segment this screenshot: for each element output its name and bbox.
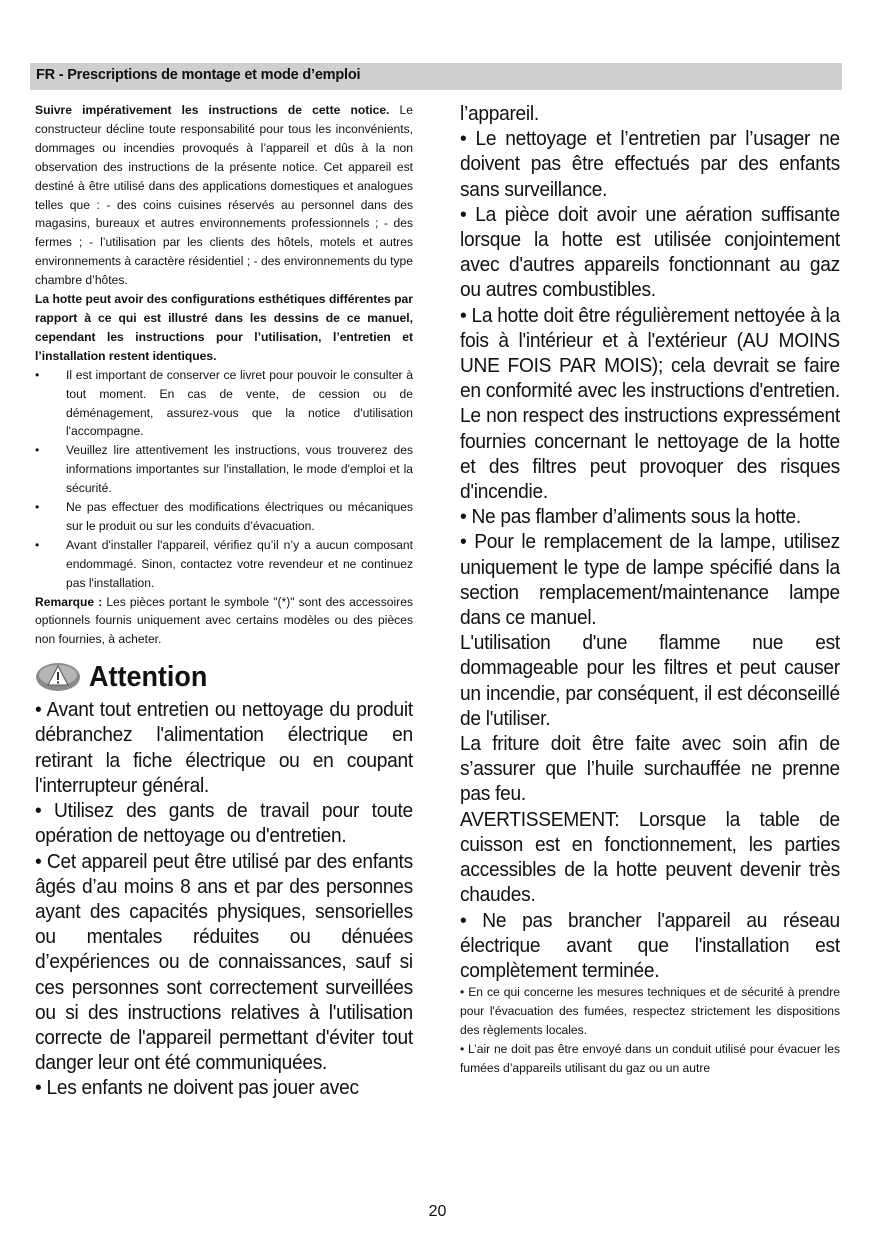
safety-block [460, 101, 840, 983]
intro-paragraph [35, 101, 413, 290]
safety-paragraph: • Ne pas flamber d’aliments sous la hotte. [460, 505, 801, 529]
safety-paragraph: • La hotte doit être régulièrement nettoyée à la fois à l'intérieur et à l'extérieur (AU MOINS UNE FOIS PAR MOIS); cela devrait se faire en conformité avec les instructions d'entretien. Le non respect des instructions expressément fournies concernant le nettoyage de la hotte et des filtres peut provoquer des risques d'incendie. [460, 303, 840, 504]
page-number: 20 [428, 1203, 447, 1220]
safety-paragraph: L'utilisation d'une flamme nue est dommageable pour les filtres et peut causer un incendie, par conséquent, il est déconseillé de l'utiliser. [460, 631, 840, 730]
remark-paragraph: Remarque : Les pièces portant le symbole "(*)" sont des accessoires optionnels fournis uniquement avec certains modèles ou des pièces non fournies, à acheter. [35, 594, 413, 647]
safety-paragraph: l’appareil. [460, 102, 539, 125]
list-item: • Veuillez lire attentivement les instructions, vous trouverez des informations importantes sur l'installation, le mode d'emploi et la sécurité. [35, 443, 413, 496]
evacuation-paragraph: • L’air ne doit pas être envoyé dans un conduit utilisé pour évacuer les fumées d’appareils utilisant du gaz ou un autre [460, 1041, 840, 1075]
attention-title: Attention [89, 660, 208, 693]
right-column [460, 101, 840, 1078]
list-item: • Ne pas effectuer des modifications électriques ou mécaniques sur le produit ou sur les conduits d’évacuation. [35, 500, 413, 533]
intro-text: Le constructeur décline toute responsabilité pour tous les inconvénients, dommages ou incendies provoqués à l’appareil et dûs à la non observation des instructions de la présente notice. Cet appareil est destiné à être utilisé dans des applications domestiques et analogues telles que : - des coins cuisines réservés au personnel dans des magasins, bureaux et autres environnements professionnels ; - des fermes ; - l’utilisation par les clients des hôtels, motels et autres environnements à caractère résidentiel ; - des environnements du type chambre d’hôtes. [35, 103, 413, 288]
section-header [30, 63, 842, 90]
safety-paragraph: • La pièce doit avoir une aération suffisante lorsque la hotte est utilisée conjointement avec d'autres appareils fonctionnant au gaz ou autres combustibles. [460, 202, 840, 302]
config-paragraph: La hotte peut avoir des configurations esthétiques différentes par rapport à ce qui est illustré dans les dessins de ce manuel, cependant les instructions pour l’utilisation, l’entretien et l’installation restent identiques. [35, 292, 413, 363]
left-column [35, 101, 413, 1101]
evacuation-paragraph: • En ce qui concerne les mesures techniques et de sécurité à prendre pour l'évacuation des fumées, respectez strictement les dispositions des règlements locales. [460, 985, 840, 1037]
intro-block [35, 101, 413, 649]
section-title: FR - Prescriptions de montage et mode d’emploi [36, 67, 361, 83]
safety-paragraph: AVERTISSEMENT: Lorsque la table de cuisson est en fonctionnement, les parties accessibles de la hotte peuvent devenir très chaudes. [460, 807, 840, 907]
safety-paragraph: • Pour le remplacement de la lampe, utilisez uniquement le type de lampe spécifié dans la section remplacement/maintenance lampe dans ce manuel. [460, 530, 840, 630]
attention-paragraph: • Les enfants ne doivent pas jouer avec [35, 1076, 359, 1100]
safety-paragraph: La friture doit être faite avec soin afin de s’assurer que l’huile surchauffée ne prenne pas feu. [460, 732, 840, 806]
evacuation-block [460, 983, 840, 1078]
warning-triangle-icon [35, 662, 81, 692]
attention-paragraph: • Avant tout entretien ou nettoyage du produit débranchez l'alimentation électrique en retirant la fiche électrique ou en coupant l'interrupteur général. [35, 698, 413, 797]
bullet-list [35, 366, 413, 593]
attention-paragraph: • Utilisez des gants de travail pour toute opération de nettoyage ou d'entretien. [35, 799, 413, 848]
list-item: • Il est important de conserver ce livret pour pouvoir le consulter à tout moment. En cas de vente, de cession ou de déménagement, assurez-vous que la notice d'utilisation l'accompagne. [35, 367, 413, 439]
list-item: • Avant d'installer l'appareil, vérifiez qu’il n’y a aucun composant endommagé. Sinon, contactez votre revendeur et ne continuez pas l'installation. [35, 537, 413, 590]
safety-paragraph: • Le nettoyage et l’entretien par l’usager ne doivent pas être effectués par des enfants sans surveillance. [460, 127, 840, 201]
attention-block [35, 697, 413, 1100]
remark-label: Remarque : [35, 594, 103, 609]
intro-bold: Suivre impérativement les instructions de cette notice. [35, 103, 390, 117]
attention-heading [35, 657, 413, 697]
safety-paragraph: • Ne pas brancher l'appareil au réseau électrique avant que l'installation est complètement terminée. [460, 908, 840, 982]
attention-paragraph: • Cet appareil peut être utilisé par des enfants âgés d’au moins 8 ans et par des personnes ayant des capacités physiques, sensorielles ou mentales réduites ou dénuées d’expériences ou de connaissances, sauf si ces personnes sont correctement surveillées ou si des instructions relatives à l'utilisation correcte de l'appareil permettant d'éviter tout danger leur ont été communiquées. [35, 849, 413, 1075]
